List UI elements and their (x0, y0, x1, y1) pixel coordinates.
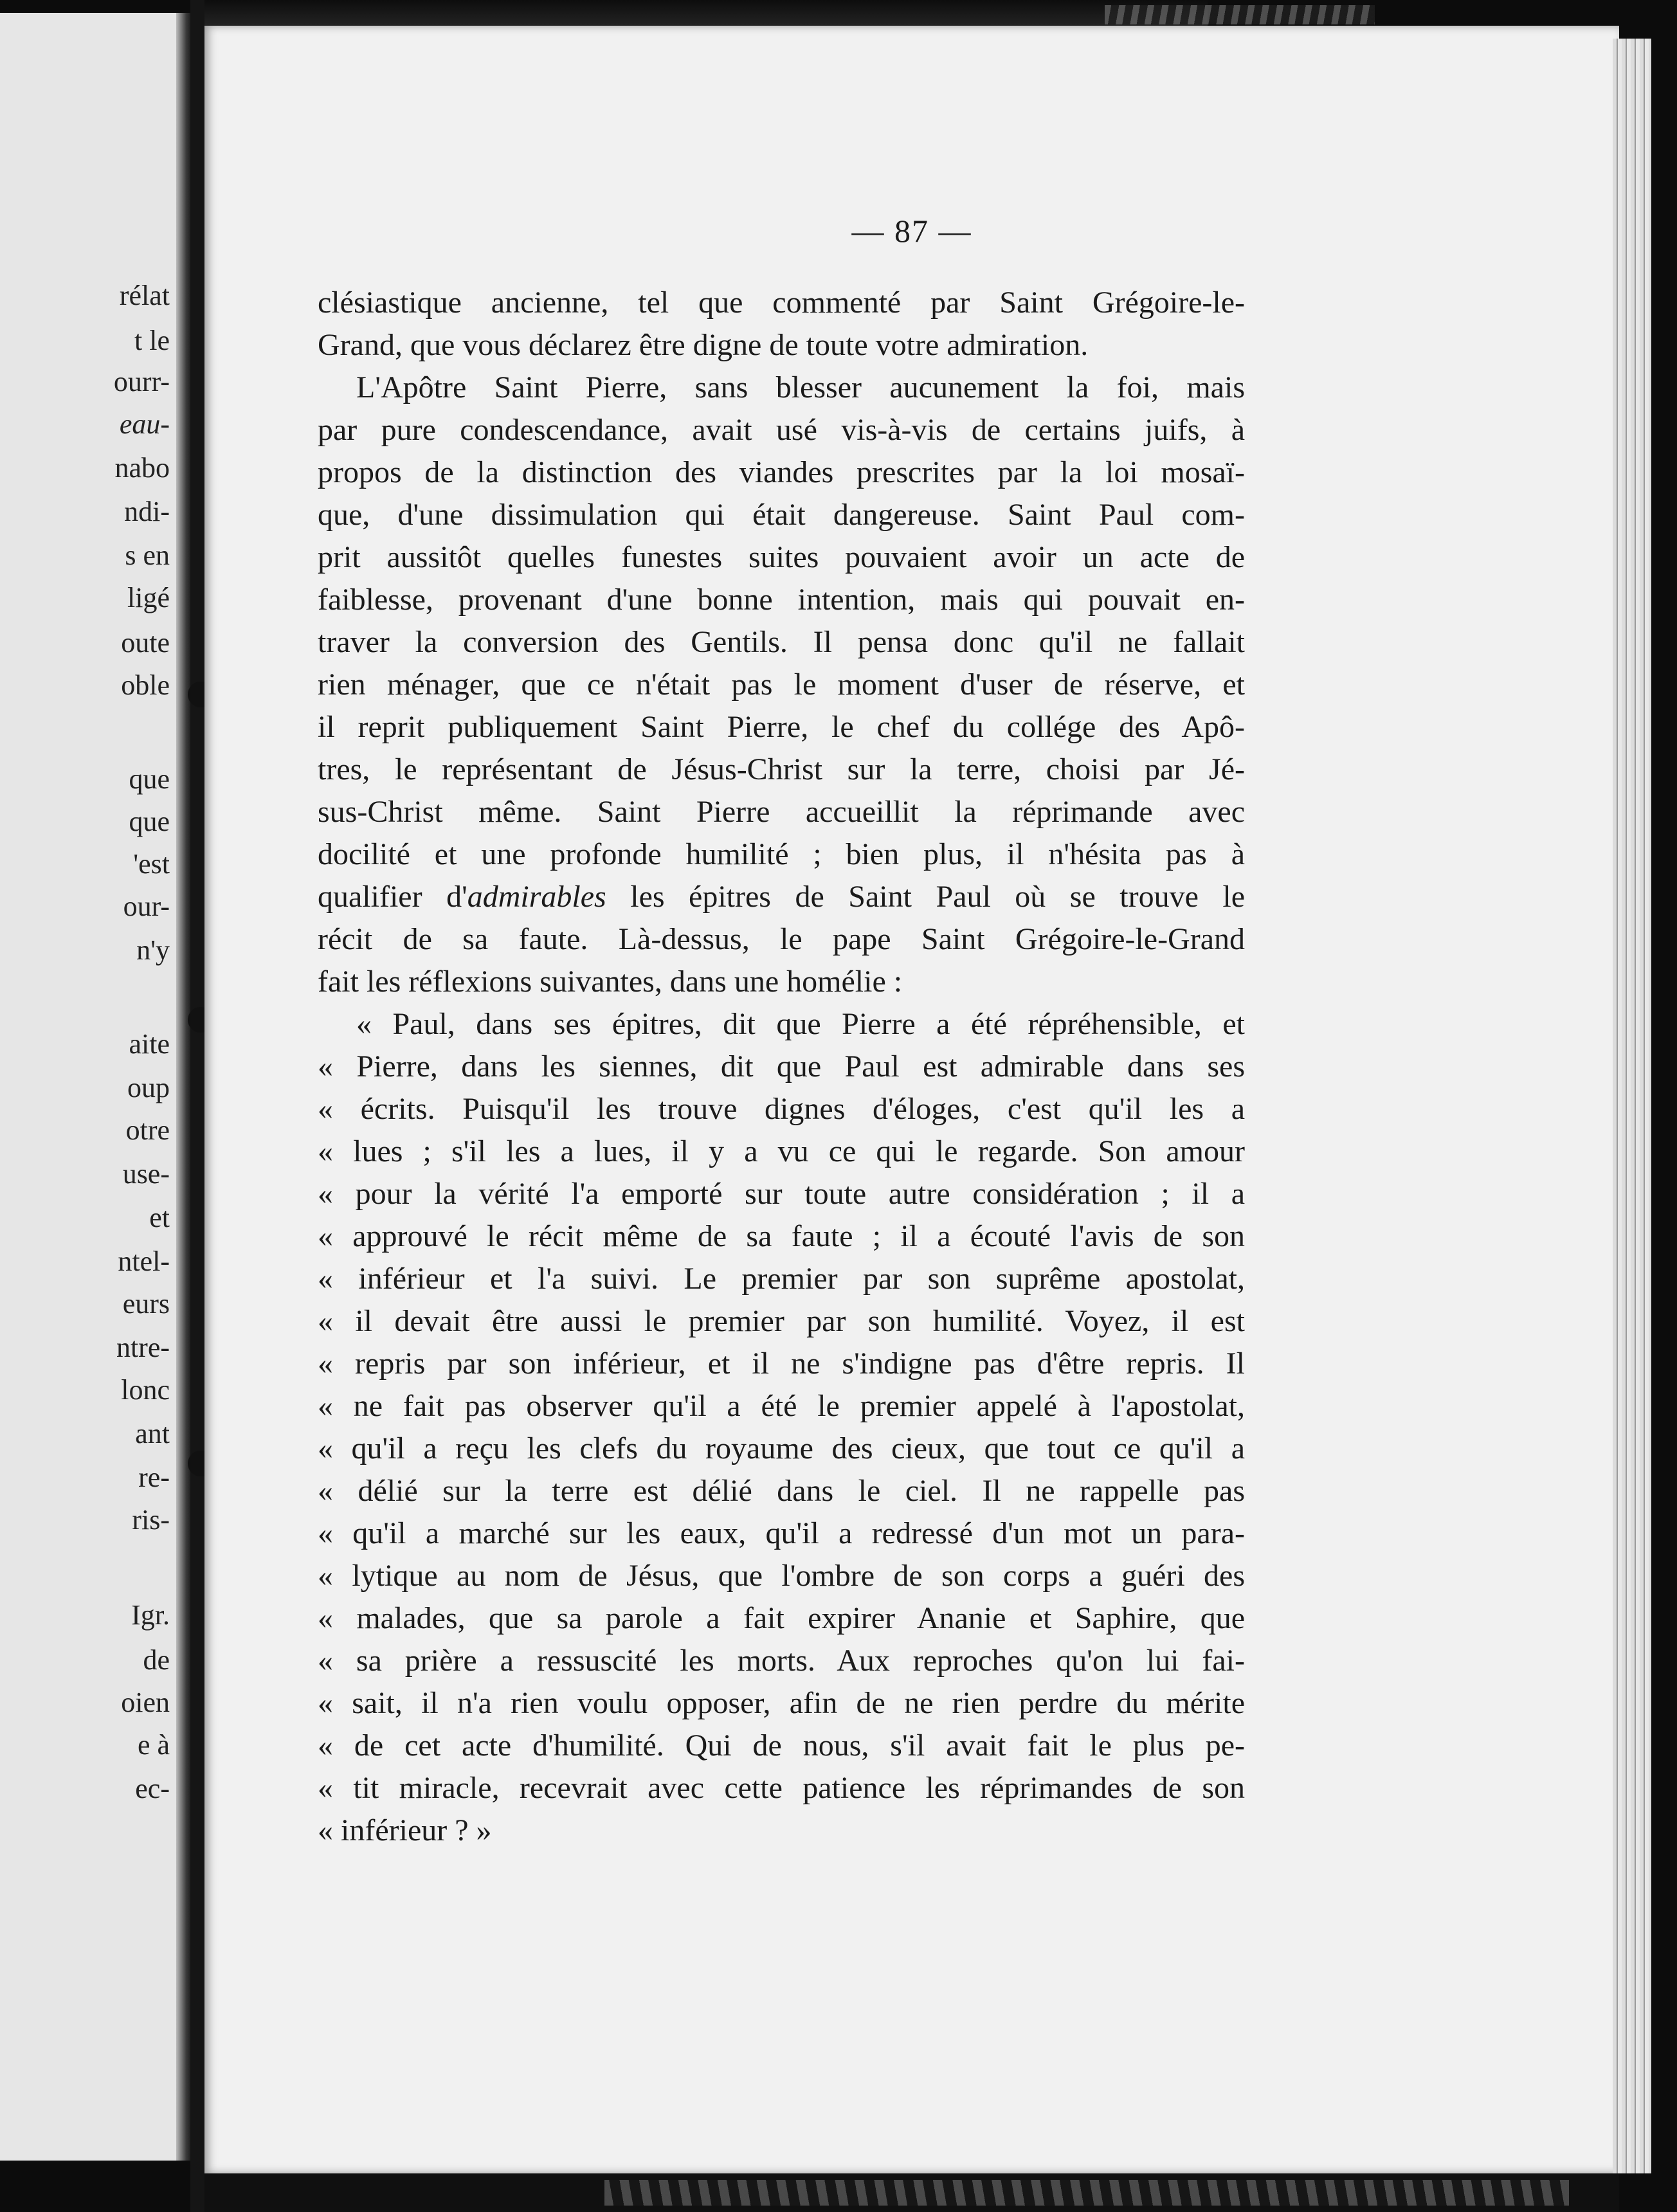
left-page-fragment: et (149, 1202, 170, 1233)
left-page-fragment: e à (137, 1729, 170, 1761)
left-page-fragment: eau- (119, 408, 170, 440)
text-line: fait les réflexions suivantes, dans une homélie : (318, 965, 903, 999)
text-line: « lytique au nom de Jésus, que l'ombre de son corps a guéri des (318, 1559, 1245, 1593)
bottom-strip-marking (604, 2180, 1569, 2206)
left-page-fragment: ntre- (116, 1332, 170, 1363)
left-page-fragment: our- (123, 891, 170, 922)
text-line: « Pierre, dans les siennes, dit que Paul est admirable dans ses (318, 1049, 1245, 1083)
text-line: il reprit publiquement Saint Pierre, le chef du collége des Apô- (318, 710, 1245, 744)
left-page-fragment: use- (122, 1158, 170, 1190)
left-page-fragment: eurs (122, 1288, 170, 1319)
left-page-fragment: oup (127, 1072, 170, 1103)
text-line: faiblesse, provenant d'une bonne intention, mais qui pouvait en- (318, 583, 1245, 617)
left-page-fragment: ris- (132, 1504, 170, 1536)
left-page-fragment: t le (134, 325, 170, 356)
left-page-fragment: rélat (119, 280, 170, 311)
left-page-fragment: aite (129, 1028, 170, 1060)
left-page-fragment: otre (125, 1114, 170, 1146)
left-page-fragment: ntel- (118, 1246, 170, 1277)
text-line: clésiastique ancienne, tel que commenté par Saint Grégoire-le- (318, 286, 1245, 320)
text-line: « sait, il n'a rien voulu opposer, afin de ne rien perdre du mérite (318, 1686, 1245, 1720)
text-line: propos de la distinction des viandes prescrites par la loi mosaï- (318, 455, 1245, 489)
text-line: prit aussitôt quelles funestes suites pouvaient avoir un acte de (318, 540, 1245, 574)
top-strip-marking (1105, 5, 1375, 24)
text-line: L'Apôtre Saint Pierre, sans blesser aucunement la foi, mais (356, 370, 1245, 404)
text-line: « repris par son inférieur, et il ne s'indigne pas d'être repris. Il (318, 1346, 1245, 1381)
left-page-fragment: ec- (135, 1773, 170, 1804)
text-line: « approuvé le récit même de sa faute ; il a écouté l'avis de son (318, 1219, 1245, 1253)
text-line: « lues ; s'il les a lues, il y a vu ce qui le regarde. Son amour (318, 1134, 1245, 1168)
left-page-fragment: lonc (121, 1374, 170, 1406)
left-page-fragment: oute (121, 627, 170, 658)
left-page-fragment: n'y (136, 934, 170, 966)
main-page (204, 26, 1619, 2173)
text-run: les épitres de Saint Paul où se trouve le (606, 880, 1246, 914)
left-page-fragment: que (129, 763, 170, 795)
text-line: « écrits. Puisqu'il les trouve dignes d'éloges, c'est qu'il les a (318, 1092, 1245, 1126)
text-line: par pure condescendance, avait usé vis-à-vis de certains juifs, à (318, 413, 1245, 447)
italic-text-run: admirables (467, 880, 606, 914)
text-line: « inférieur ? » (318, 1813, 492, 1847)
text-line: « sa prière a ressuscité les morts. Aux reproches qu'on lui fai- (318, 1644, 1245, 1678)
text-line: « délié sur la terre est délié dans le ciel. Il ne rappelle pas (318, 1474, 1245, 1508)
text-line: traver la conversion des Gentils. Il pensa donc qu'il ne fallait (318, 625, 1245, 659)
left-page-fragment: ourr- (113, 366, 170, 397)
left-page-fragment: 'est (133, 848, 170, 880)
text-line: « Paul, dans ses épitres, dit que Pierre a été répréhensible, et (356, 1007, 1245, 1041)
text-line: « inférieur et l'a suivi. Le premier par son suprême apostolat, (318, 1262, 1245, 1296)
left-page-fragment: nabo (114, 452, 170, 484)
text-line: « qu'il a reçu les clefs du royaume des cieux, que tout ce qu'il a (318, 1431, 1245, 1465)
left-page-fragment: s en (125, 539, 170, 571)
text-line (318, 876, 1245, 918)
text-line: « pour la vérité l'a emporté sur toute autre considération ; il a (318, 1177, 1245, 1211)
page-number: — 87 — (851, 213, 972, 249)
text-line: que, d'une dissimulation qui était dangereuse. Saint Paul com- (318, 498, 1245, 532)
page-edge-stack (1613, 39, 1651, 2173)
left-page-fragment: oien (121, 1687, 170, 1718)
text-line: tres, le représentant de Jésus-Christ sur la terre, choisi par Jé- (318, 752, 1245, 786)
text-line: sus-Christ même. Saint Pierre accueillit la réprimande avec (318, 795, 1245, 829)
text-line: « tit miracle, recevrait avec cette patience les réprimandes de son (318, 1771, 1245, 1805)
left-page-fragment: ligé (127, 582, 170, 613)
text-line: rien ménager, que ce n'était pas le moment d'user de réserve, et (318, 667, 1245, 702)
left-page-fragment: re- (138, 1462, 170, 1493)
text-line: docilité et une profonde humilité ; bien plus, il n'hésita pas à (318, 837, 1245, 871)
left-page-fragment: que (129, 806, 170, 837)
left-page-fragment: oble (121, 669, 170, 701)
left-page-fragment: de (143, 1644, 170, 1676)
text-line: Grand, que vous déclarez être digne de toute votre admiration. (318, 328, 1089, 362)
left-facing-page (0, 13, 193, 2161)
left-page-fragment: Igr. (131, 1599, 170, 1631)
text-line: « il devait être aussi le premier par son humilité. Voyez, il est (318, 1304, 1245, 1338)
page-text-block (318, 282, 1245, 1852)
left-page-fragment: ndi- (124, 496, 170, 527)
text-line: « ne fait pas observer qu'il a été le premier appelé à l'apostolat, (318, 1389, 1245, 1423)
text-line: « malades, que sa parole a fait expirer Ananie et Saphire, que (318, 1601, 1245, 1635)
text-line: « de cet acte d'humilité. Qui de nous, s'il avait fait le plus pe- (318, 1728, 1245, 1763)
text-run: qualifier d' (318, 880, 467, 914)
left-page-fragment: ant (135, 1418, 170, 1449)
text-line: récit de sa faute. Là-dessus, le pape Saint Grégoire-le-Grand (318, 922, 1245, 956)
text-line: « qu'il a marché sur les eaux, qu'il a redressé d'un mot un para- (318, 1516, 1245, 1550)
